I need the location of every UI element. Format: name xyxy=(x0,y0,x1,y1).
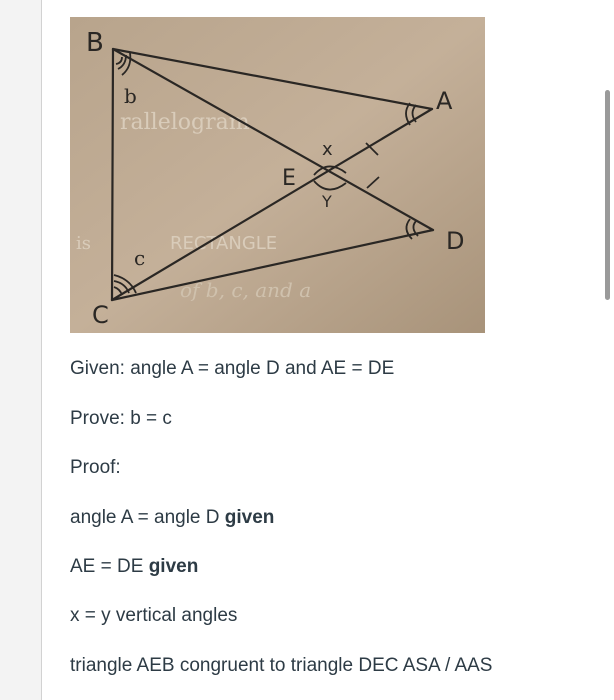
content-panel xyxy=(41,0,614,700)
bg-text: is xyxy=(76,233,91,254)
diagram-photo xyxy=(70,17,485,333)
scrollbar-thumb[interactable] xyxy=(605,90,610,300)
label-D: D xyxy=(446,227,465,255)
segment-BC xyxy=(112,49,113,300)
proof-step xyxy=(70,506,274,530)
proof-step: x = y vertical angles xyxy=(70,605,238,626)
label-angle-b: b xyxy=(124,84,137,108)
proof-reason: given xyxy=(224,507,275,528)
bg-text: RECTANGLE xyxy=(170,233,278,254)
label-B: B xyxy=(86,28,104,58)
given-statement: Given: angle A = angle D and AE = DE xyxy=(70,358,395,379)
proof-statement: angle A = angle D xyxy=(70,507,220,528)
label-angle-c: c xyxy=(134,246,146,270)
label-C: C xyxy=(92,301,109,329)
label-angle-y: Y xyxy=(322,192,332,211)
proof-reason: given xyxy=(148,556,199,577)
proof-heading: Proof: xyxy=(70,457,121,478)
label-E: E xyxy=(282,166,296,191)
proof-statement: AE = DE xyxy=(70,556,144,577)
label-angle-x: x xyxy=(322,139,333,160)
label-A: A xyxy=(436,87,453,115)
scrollbar[interactable] xyxy=(600,0,614,700)
proof-step xyxy=(70,555,198,579)
proof-step: triangle AEB congruent to triangle DEC ASA / AAS xyxy=(70,655,493,676)
bg-text: of b, c, and a xyxy=(180,278,312,302)
prove-statement: Prove: b = c xyxy=(70,408,172,429)
bg-text: rallelogram xyxy=(120,110,250,135)
